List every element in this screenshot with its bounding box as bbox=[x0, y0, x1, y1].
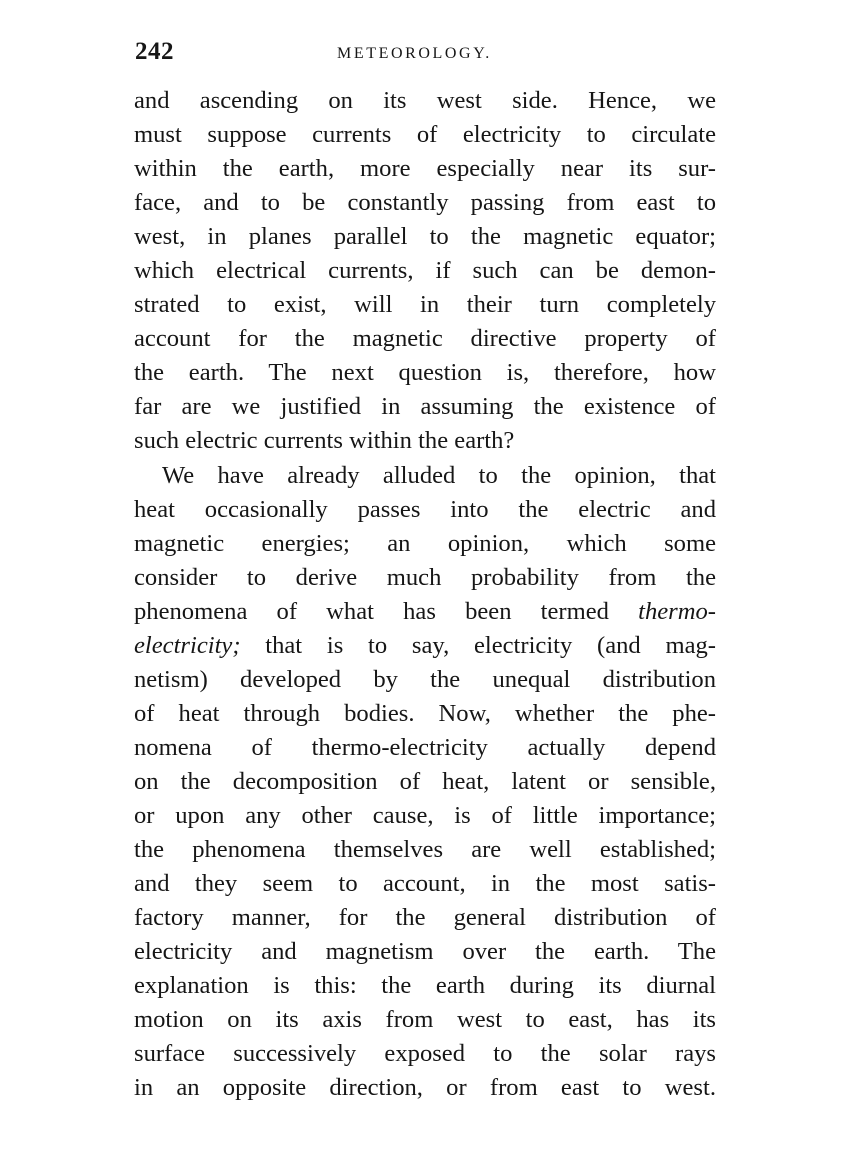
text-line: account for the magnetic directive property of bbox=[134, 325, 716, 353]
text-line: within the earth, more especially near its sur- bbox=[134, 155, 716, 183]
body-text bbox=[134, 84, 716, 1105]
text-line: netism) developed by the unequal distribution bbox=[134, 665, 716, 693]
text-line: heat occasionally passes into the electric and bbox=[134, 495, 716, 523]
italic-term: thermo- bbox=[638, 597, 716, 625]
text-line: far are we justified in assuming the existence of bbox=[134, 393, 716, 421]
text-line: nomena of thermo-electricity actually depend bbox=[134, 733, 716, 761]
text-line: or upon any other cause, is of little importance; bbox=[134, 801, 716, 829]
page-number: 242 bbox=[135, 38, 174, 65]
text-line: face, and to be constantly passing from east to bbox=[134, 189, 716, 217]
text-line: west, in planes parallel to the magnetic equator; bbox=[134, 223, 716, 251]
text-line: strated to exist, will in their turn completely bbox=[134, 291, 716, 319]
text-line: and they seem to account, in the most satis- bbox=[134, 870, 716, 898]
text-line: consider to derive much probability from the bbox=[134, 563, 716, 591]
text-run: phenomena of what has been termed bbox=[134, 597, 639, 625]
italic-term: electricity; bbox=[134, 631, 241, 659]
text-run: that is to say, electricity (and mag- bbox=[240, 631, 716, 659]
text-line: in an opposite direction, or from east to west. bbox=[134, 1074, 716, 1102]
text-line: must suppose currents of electricity to circulate bbox=[134, 121, 716, 149]
text-line-with-italic bbox=[134, 595, 716, 629]
text-line-with-italic bbox=[134, 629, 716, 663]
text-line: the earth. The next question is, therefore, how bbox=[134, 359, 716, 387]
text-line: motion on its axis from west to east, has its bbox=[134, 1006, 716, 1034]
text-line: on the decomposition of heat, latent or sensible, bbox=[134, 767, 716, 795]
text-line: the phenomena themselves are well established; bbox=[134, 836, 716, 864]
text-line: electricity and magnetism over the earth. The bbox=[134, 938, 716, 966]
text-line: surface successively exposed to the solar rays bbox=[134, 1040, 716, 1068]
text-line: factory manner, for the general distribution of bbox=[134, 904, 716, 932]
text-line: which electrical currents, if such can be demon- bbox=[134, 257, 716, 285]
text-line: such electric currents within the earth? bbox=[134, 427, 515, 455]
text-line: and ascending on its west side. Hence, we bbox=[134, 87, 716, 114]
text-line: We have already alluded to the opinion, that bbox=[162, 461, 716, 489]
text-line: of heat through bodies. Now, whether the phe- bbox=[134, 699, 716, 727]
running-title: METEOROLOGY. bbox=[337, 45, 492, 62]
text-line: magnetic energies; an opinion, which some bbox=[134, 529, 716, 557]
text-line: explanation is this: the earth during its diurnal bbox=[134, 972, 716, 1000]
